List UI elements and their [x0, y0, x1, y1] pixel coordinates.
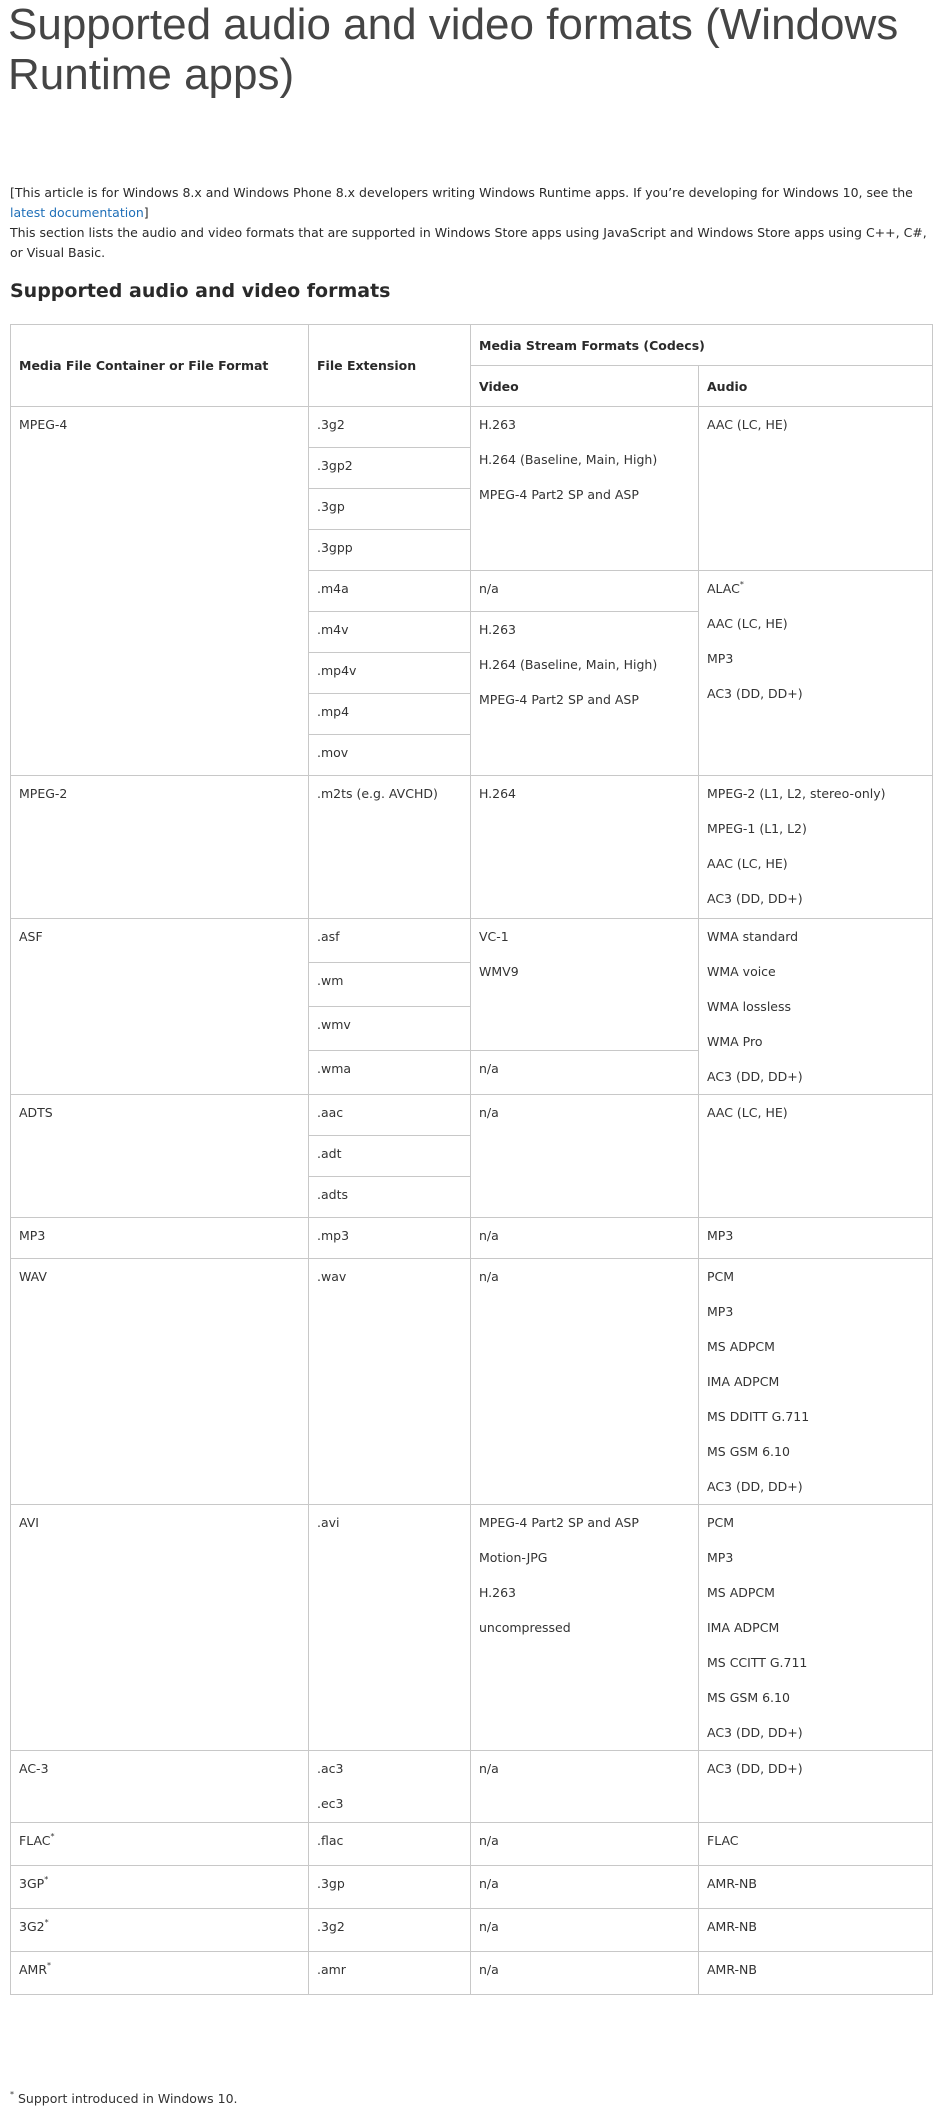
container-cell	[11, 776, 309, 919]
extension-value: .mp3	[317, 1228, 350, 1243]
container-name: MPEG-2	[19, 786, 68, 801]
video-value: n/a	[479, 1833, 499, 1848]
audio-value: AAC (LC, HE)	[707, 417, 788, 432]
audio-value: AC3 (DD, DD+)	[707, 1761, 803, 1776]
header-codecs: Media Stream Formats (Codecs)	[471, 325, 933, 366]
extension-value: .wmv	[317, 1017, 351, 1032]
container-name	[19, 1866, 300, 1901]
video-cell	[471, 1823, 699, 1866]
table-row	[11, 1909, 933, 1952]
container-cell	[11, 1095, 309, 1218]
table-row	[11, 776, 933, 919]
audio-value: AAC (LC, HE)	[707, 616, 788, 631]
extension-value: .m2ts (e.g. AVCHD)	[317, 786, 438, 801]
table-row	[11, 1505, 933, 1751]
table-row	[11, 919, 933, 963]
container-name: ADTS	[19, 1105, 53, 1120]
table-row	[11, 1823, 933, 1866]
header-row	[11, 325, 933, 366]
video-cell	[471, 571, 699, 612]
video-value: n/a	[479, 1061, 499, 1076]
extension-cell	[309, 735, 471, 776]
container-name: AVI	[19, 1515, 39, 1530]
container-cell	[11, 407, 309, 776]
audio-value: FLAC	[707, 1833, 739, 1848]
audio-value-text: ALAC	[707, 581, 740, 596]
audio-value: AMR-NB	[707, 1876, 757, 1891]
audio-value: MP3	[707, 1304, 734, 1319]
container-name: MP3	[19, 1228, 46, 1243]
audio-value: MS GSM 6.10	[707, 1444, 790, 1459]
extension-value: .mov	[317, 745, 349, 760]
intro-line2: This section lists the audio and video formats that are supported in Windows Store apps using JavaScript and Windows Store apps using C++, C#, or Visual Basic.	[10, 225, 927, 260]
extension-value: .3gp2	[317, 458, 353, 473]
extension-cell	[309, 1095, 471, 1136]
extension-cell	[309, 530, 471, 571]
video-cell	[471, 407, 699, 571]
container-name: ASF	[19, 929, 43, 944]
extension-cell	[309, 1177, 471, 1218]
container-cell	[11, 1952, 309, 1995]
video-value: VC-1	[479, 929, 509, 944]
audio-value: WMA Pro	[707, 1034, 763, 1049]
audio-value: AC3 (DD, DD+)	[707, 891, 803, 906]
container-cell	[11, 1505, 309, 1751]
audio-cell	[699, 1751, 933, 1823]
audio-value: AMR-NB	[707, 1962, 757, 1977]
video-cell	[471, 612, 699, 776]
video-value: n/a	[479, 581, 499, 596]
extension-cell	[309, 489, 471, 530]
extension-value: .3gp	[317, 499, 345, 514]
video-cell	[471, 1259, 699, 1505]
audio-value	[707, 571, 924, 606]
audio-cell	[699, 407, 933, 571]
extension-value: .amr	[317, 1962, 346, 1977]
audio-value: AAC (LC, HE)	[707, 856, 788, 871]
audio-value: AC3 (DD, DD+)	[707, 1069, 803, 1084]
extension-cell	[309, 653, 471, 694]
audio-value: MS GSM 6.10	[707, 1690, 790, 1705]
audio-value: AC3 (DD, DD+)	[707, 686, 803, 701]
audio-value: WMA voice	[707, 964, 776, 979]
extension-value: .3gp	[317, 1876, 345, 1891]
audio-cell	[699, 1218, 933, 1259]
container-name-text: AMR	[19, 1962, 48, 1977]
extension-value: .asf	[317, 929, 340, 944]
container-cell	[11, 1259, 309, 1505]
audio-value: MPEG-2 (L1, L2, stereo-only)	[707, 786, 886, 801]
audio-value: MS DDITT G.711	[707, 1409, 810, 1424]
video-value: H.264 (Baseline, Main, High)	[479, 452, 658, 467]
container-name-text: FLAC	[19, 1833, 51, 1848]
video-value: n/a	[479, 1269, 499, 1284]
extension-value: .avi	[317, 1515, 340, 1530]
extension-value: .flac	[317, 1833, 344, 1848]
table-row	[11, 1866, 933, 1909]
extension-cell	[309, 1866, 471, 1909]
extension-value: .m4v	[317, 622, 349, 637]
video-value: H.264 (Baseline, Main, High)	[479, 657, 658, 672]
formats-table	[10, 324, 933, 1995]
audio-value: MP3	[707, 651, 734, 666]
container-cell	[11, 919, 309, 1095]
audio-cell	[699, 919, 933, 1095]
video-value: n/a	[479, 1876, 499, 1891]
extension-cell	[309, 1051, 471, 1095]
table-row	[11, 1952, 933, 1995]
container-cell	[11, 1751, 309, 1823]
intro-line1-prefix: [This article is for Windows 8.x and Windows Phone 8.x developers writing Windows Runtime apps. If you’re developing for Windows 10, see the	[10, 185, 913, 200]
audio-value: PCM	[707, 1269, 735, 1284]
table-row	[11, 1751, 933, 1823]
audio-cell	[699, 776, 933, 919]
extension-cell	[309, 1823, 471, 1866]
header-extension: File Extension	[309, 325, 471, 407]
video-cell	[471, 1751, 699, 1823]
video-value: H.263	[479, 622, 517, 637]
footnote-marker: *	[10, 2090, 14, 2099]
footnote-marker: *	[50, 1832, 55, 1841]
extension-value: .m4a	[317, 581, 349, 596]
audio-cell	[699, 1505, 933, 1751]
footnote-text: Support introduced in Windows 10.	[14, 2091, 238, 2106]
extension-value: .3g2	[317, 1919, 345, 1934]
audio-value: IMA ADPCM	[707, 1620, 780, 1635]
audio-value: AAC (LC, HE)	[707, 1105, 788, 1120]
video-value: n/a	[479, 1919, 499, 1934]
container-name: WAV	[19, 1269, 47, 1284]
audio-value: WMA lossless	[707, 999, 792, 1014]
extension-value: .wma	[317, 1061, 352, 1076]
video-value: H.264	[479, 786, 517, 801]
audio-value: AMR-NB	[707, 1919, 757, 1934]
extension-value: .3g2	[317, 417, 345, 432]
audio-value: MS ADPCM	[707, 1339, 775, 1354]
extension-cell	[309, 776, 471, 919]
extension-cell	[309, 919, 471, 963]
container-name-text: 3G2	[19, 1919, 45, 1934]
audio-value: MPEG-1 (L1, L2)	[707, 821, 807, 836]
footnote-marker: *	[739, 580, 744, 589]
video-cell	[471, 1909, 699, 1952]
audio-value: MP3	[707, 1228, 734, 1243]
extension-value: .ec3	[317, 1796, 344, 1811]
extension-value: .wav	[317, 1269, 347, 1284]
video-cell	[471, 1218, 699, 1259]
audio-cell	[699, 1866, 933, 1909]
video-value: uncompressed	[479, 1620, 571, 1635]
container-name-text: 3GP	[19, 1876, 45, 1891]
extension-value: .adts	[317, 1187, 348, 1202]
header-container: Media File Container or File Format	[11, 325, 309, 407]
video-cell	[471, 1952, 699, 1995]
video-cell	[471, 1505, 699, 1751]
extension-cell	[309, 1909, 471, 1952]
extension-cell	[309, 448, 471, 489]
footnote-marker: *	[44, 1918, 49, 1927]
audio-cell	[699, 1259, 933, 1505]
table-row	[11, 1095, 933, 1136]
extension-cell	[309, 571, 471, 612]
video-value: MPEG-4 Part2 SP and ASP	[479, 692, 639, 707]
audio-cell	[699, 571, 933, 776]
audio-cell	[699, 1952, 933, 1995]
video-value: n/a	[479, 1761, 499, 1776]
container-cell	[11, 1866, 309, 1909]
header-audio: Audio	[699, 366, 933, 407]
audio-value: MS ADPCM	[707, 1585, 775, 1600]
video-cell	[471, 919, 699, 1051]
intro-line1-suffix: ]	[143, 205, 149, 220]
audio-value: MS CCITT G.711	[707, 1655, 808, 1670]
container-name: MPEG-4	[19, 417, 68, 432]
extension-value: .3gpp	[317, 540, 353, 555]
footnote-marker: *	[44, 1875, 49, 1884]
container-name	[19, 1952, 300, 1987]
extension-cell	[309, 407, 471, 448]
table-row	[11, 1218, 933, 1259]
audio-cell	[699, 1095, 933, 1218]
container-name	[19, 1823, 300, 1858]
header-video: Video	[471, 366, 699, 407]
extension-cell	[309, 612, 471, 653]
extension-value: .mp4	[317, 704, 350, 719]
container-cell	[11, 1909, 309, 1952]
video-value: n/a	[479, 1962, 499, 1977]
video-cell	[471, 1051, 699, 1095]
extension-cell	[309, 1007, 471, 1051]
video-value: n/a	[479, 1105, 499, 1120]
video-value: H.263	[479, 417, 517, 432]
latest-documentation-link[interactable]: latest documentation	[10, 205, 144, 220]
container-name: AC-3	[19, 1761, 49, 1776]
video-value: Motion-JPG	[479, 1550, 548, 1565]
audio-value: IMA ADPCM	[707, 1374, 780, 1389]
video-value: MPEG-4 Part2 SP and ASP	[479, 1515, 639, 1530]
audio-value: WMA standard	[707, 929, 799, 944]
footnote-marker: *	[47, 1961, 52, 1970]
extension-value: .ac3	[317, 1761, 344, 1776]
table-row	[11, 1259, 933, 1505]
page-title: Supported audio and video formats (Windows Runtime apps)	[8, 0, 899, 99]
extension-value: .adt	[317, 1146, 342, 1161]
video-value: H.263	[479, 1585, 517, 1600]
container-cell	[11, 1823, 309, 1866]
extension-cell	[309, 1751, 471, 1823]
container-cell	[11, 1218, 309, 1259]
video-cell	[471, 776, 699, 919]
audio-value: AC3 (DD, DD+)	[707, 1479, 803, 1494]
intro-text	[10, 183, 930, 263]
video-cell	[471, 1095, 699, 1218]
extension-cell	[309, 1259, 471, 1505]
extension-value: .aac	[317, 1105, 344, 1120]
audio-value: PCM	[707, 1515, 735, 1530]
container-name	[19, 1909, 300, 1944]
audio-value: MP3	[707, 1550, 734, 1565]
extension-cell	[309, 694, 471, 735]
video-value: MPEG-4 Part2 SP and ASP	[479, 487, 639, 502]
audio-value: AC3 (DD, DD+)	[707, 1725, 803, 1740]
extension-cell	[309, 1136, 471, 1177]
audio-cell	[699, 1823, 933, 1866]
extension-cell	[309, 1218, 471, 1259]
video-value: n/a	[479, 1228, 499, 1243]
video-cell	[471, 1866, 699, 1909]
extension-cell	[309, 1505, 471, 1751]
extension-value: .mp4v	[317, 663, 357, 678]
extension-cell	[309, 1952, 471, 1995]
section-heading: Supported audio and video formats	[10, 280, 391, 302]
extension-cell	[309, 963, 471, 1007]
video-value: WMV9	[479, 964, 519, 979]
extension-value: .wm	[317, 973, 344, 988]
table-row	[11, 407, 933, 448]
audio-cell	[699, 1909, 933, 1952]
footnote	[10, 2089, 238, 2109]
